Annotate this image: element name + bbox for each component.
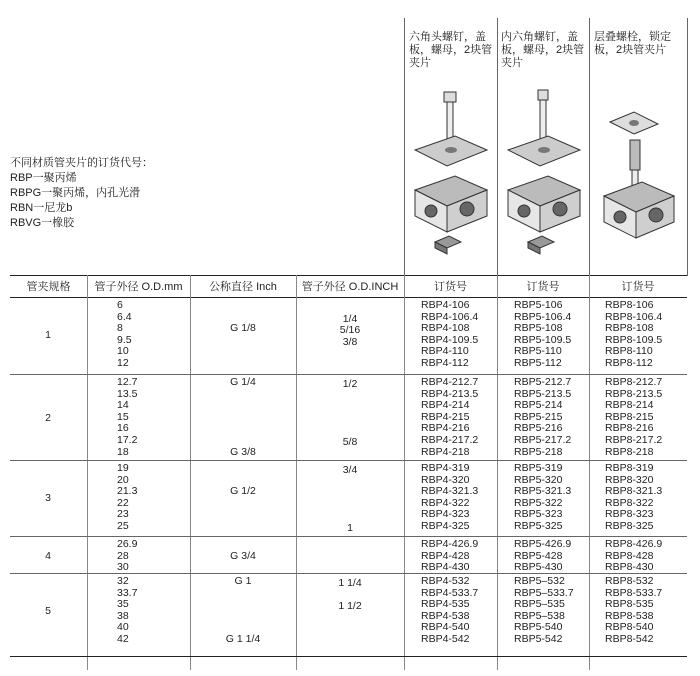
nominal-value: G 1 <box>234 575 252 587</box>
order-number: RBP5-428 <box>514 549 563 562</box>
od-inch-value: 1 <box>347 522 353 534</box>
order-number: RBP5-109.5 <box>514 333 572 346</box>
group-separator <box>10 374 687 375</box>
order-number: RBP8-213.5 <box>605 387 663 400</box>
order-number: RBP4-426.9 <box>421 538 479 550</box>
od-mm-value: 16 <box>117 422 129 435</box>
order-number: RBP8-538 <box>605 609 654 622</box>
size-number: 5 <box>45 604 51 617</box>
order-number: RBP4-110 <box>421 345 469 358</box>
order-number: RBP4-321.3 <box>421 485 479 498</box>
nominal-value: G 1/4 <box>230 376 256 388</box>
order-number: RBP5-323 <box>514 508 563 521</box>
order-number: RBP5-430 <box>514 561 563 574</box>
od-mm-value: 9.5 <box>117 333 132 346</box>
order-number: RBP8-323 <box>605 508 654 521</box>
od-inch-value: 3/8 <box>342 335 358 348</box>
order-number: RBP4-109.5 <box>421 333 479 346</box>
order-number: RBP8-109.5 <box>605 333 663 346</box>
order-number: RBP8-533.7 <box>605 586 663 599</box>
header-socket-screw: 内六角螺钉，盖板，螺母，2块管夹片 <box>501 31 585 69</box>
clamp-hex-bolt-illustration <box>405 80 497 260</box>
od-inch-value: 1/4 <box>342 312 358 325</box>
od-mm-value: 14 <box>117 399 129 412</box>
od-mm-value: 20 <box>117 473 129 486</box>
table-bottom-border <box>10 656 687 657</box>
od-mm-value: 38 <box>117 609 129 622</box>
od-mm-value: 28 <box>117 549 129 562</box>
order-number: RBP8-106 <box>605 299 654 311</box>
order-number: RBP8-108 <box>605 322 654 335</box>
od-inch-value: 5/16 <box>339 324 361 337</box>
od-inch-value: 5/8 <box>342 436 358 448</box>
order-number: RBP8-106.4 <box>605 310 663 323</box>
header-bottom-border <box>10 297 687 298</box>
col-order-a-header: 订货号 <box>434 281 467 293</box>
od-mm-value: 21.3 <box>117 485 138 498</box>
legend-item: RBVG一橡胶 <box>10 217 75 229</box>
size-number: 4 <box>45 550 51 563</box>
order-number: RBP8-112 <box>605 357 653 369</box>
order-number: RBP4-538 <box>421 609 470 622</box>
order-number: RBP4-540 <box>421 621 470 634</box>
od-mm-value: 8 <box>117 322 123 335</box>
legend-item: RBN一尼龙b <box>10 202 73 214</box>
order-number: RBP5-319 <box>514 462 563 474</box>
order-number: RBP5-322 <box>514 496 563 509</box>
order-number: RBP5-214 <box>514 399 563 412</box>
order-number: RBP4-542 <box>421 633 470 645</box>
order-number: RBP8-218 <box>605 445 654 458</box>
legend-title: 不同材质管夹片的订货代号： <box>10 157 153 169</box>
order-number: RBP8-212.7 <box>605 376 663 388</box>
order-number: RBP8-321.3 <box>605 485 663 498</box>
row-shade <box>10 537 687 573</box>
od-inch-value: 1 1/2 <box>338 600 362 613</box>
nominal-value: G 1 1/4 <box>225 633 261 645</box>
order-number: RBP4-535 <box>421 598 470 611</box>
order-number: RBP5-212.7 <box>514 376 572 388</box>
order-number: RBP4-214 <box>421 399 470 412</box>
order-number: RBP8-319 <box>605 462 654 474</box>
order-number: RBP4-325 <box>421 520 470 532</box>
order-number: RBP8-535 <box>605 598 654 611</box>
order-number: RBP8-320 <box>605 473 654 486</box>
order-number: RBP5-112 <box>514 357 562 369</box>
header-stacking-bolt: 层叠螺栓，锁定板，2块管夹片 <box>594 31 671 56</box>
order-number: RBP4-428 <box>421 549 470 562</box>
od-mm-value: 25 <box>117 520 129 532</box>
order-number: RBP5-542 <box>514 633 563 645</box>
order-number: RBP4-212.7 <box>421 376 479 388</box>
order-number: RBP8-216 <box>605 422 654 435</box>
order-number: RBP5-106 <box>514 299 563 311</box>
order-number: RBP4-323 <box>421 508 470 521</box>
order-number: RBP5-215 <box>514 410 563 423</box>
col-od-mm-header: 管子外径 O.D.mm <box>94 281 183 293</box>
nominal-value: G 3/4 <box>230 549 256 562</box>
order-number: RBP5-110 <box>514 345 562 358</box>
od-mm-value: 6 <box>117 299 123 311</box>
order-number: RBP5-108 <box>514 322 563 335</box>
od-mm-value: 35 <box>117 598 129 611</box>
order-number: RBP4-215 <box>421 410 470 423</box>
order-number: RBP4-217.2 <box>421 434 479 446</box>
clamp-stacking-bolt-illustration <box>590 100 687 260</box>
order-number: RBP5-106.4 <box>514 310 572 323</box>
od-mm-value: 30 <box>117 561 129 574</box>
order-number: RBP4-218 <box>421 445 470 458</box>
order-number: RBP4-106.4 <box>421 310 479 323</box>
order-number: RBP4-213.5 <box>421 387 479 400</box>
order-number: RBP8-542 <box>605 633 654 645</box>
col-order-c-header: 订货号 <box>621 281 655 293</box>
od-mm-value: 22 <box>117 496 129 509</box>
col-order-b-header: 订货号 <box>526 281 560 293</box>
order-number: RBP8-540 <box>605 621 654 634</box>
od-inch-value: 1 1/4 <box>338 577 362 589</box>
size-number: 1 <box>45 328 51 341</box>
clamp-socket-screw-illustration <box>498 80 589 260</box>
legend-item: RBPG一聚丙烯，内孔光滑 <box>10 187 141 199</box>
order-number: RBP5-426.9 <box>514 538 572 550</box>
nominal-value: G 1/2 <box>230 485 256 498</box>
legend-item: RBP一聚丙烯 <box>10 172 77 184</box>
od-mm-value: 42 <box>117 633 129 645</box>
order-number: RBP5–532 <box>514 575 565 587</box>
od-mm-value: 17.2 <box>117 434 138 446</box>
order-number: RBP5-321.3 <box>514 485 572 498</box>
material-legend <box>10 156 153 231</box>
order-number: RBP5-216 <box>514 422 563 435</box>
od-mm-value: 13.5 <box>117 387 138 400</box>
order-number: RBP8-428 <box>605 549 654 562</box>
order-number: RBP5-320 <box>514 473 563 486</box>
order-number: RBP8-430 <box>605 561 654 574</box>
order-number: RBP8-325 <box>605 520 654 532</box>
column-divider <box>87 275 88 670</box>
column-divider <box>589 275 590 670</box>
order-number: RBP5-218 <box>514 445 563 458</box>
group-separator <box>10 536 687 537</box>
order-number: RBP5-540 <box>514 621 563 634</box>
group-separator <box>10 460 687 461</box>
order-number: RBP4-108 <box>421 322 470 335</box>
order-number: RBP5–538 <box>514 609 565 622</box>
order-number: RBP5–535 <box>514 598 565 611</box>
order-number: RBP4-430 <box>421 561 470 574</box>
order-number: RBP8-215 <box>605 410 654 423</box>
order-number: RBP5-213.5 <box>514 387 572 400</box>
col-nominal-header: 公称直径 Inch <box>209 281 277 293</box>
order-number: RBP4-533.7 <box>421 586 479 599</box>
size-number: 3 <box>45 491 51 504</box>
order-number: RBP8-217.2 <box>605 434 663 446</box>
od-mm-value: 40 <box>117 621 129 634</box>
order-number: RBP8-322 <box>605 496 654 509</box>
od-mm-value: 12.7 <box>117 376 138 388</box>
od-inch-value: 3/4 <box>342 464 358 476</box>
order-number: RBP8-426.9 <box>605 538 663 550</box>
header-hex-bolt: 六角头螺钉，盖板，螺母，2块管夹片 <box>409 31 493 69</box>
table-top-border <box>10 275 687 276</box>
column-divider <box>497 275 498 670</box>
order-number: RBP8-532 <box>605 575 654 587</box>
order-number: RBP4-532 <box>421 575 470 587</box>
order-number: RBP4-319 <box>421 462 470 474</box>
order-number: RBP4-112 <box>421 357 469 369</box>
od-mm-value: 12 <box>117 357 129 369</box>
od-mm-value: 26.9 <box>117 538 138 550</box>
od-mm-value: 32 <box>117 575 129 587</box>
order-number: RBP4-216 <box>421 422 470 435</box>
od-mm-value: 15 <box>117 410 129 423</box>
od-mm-value: 19 <box>117 462 129 474</box>
column-divider <box>404 275 405 670</box>
nominal-value: G 3/8 <box>230 445 256 458</box>
order-number: RBP5-325 <box>514 520 563 532</box>
od-mm-value: 6.4 <box>117 310 132 323</box>
order-number: RBP8-214 <box>605 399 654 412</box>
od-inch-value: 1/2 <box>342 378 358 390</box>
order-number: RBP5–533.7 <box>514 586 574 599</box>
order-number: RBP4-320 <box>421 473 470 486</box>
group-separator <box>10 573 687 574</box>
order-number: RBP8-110 <box>605 345 653 358</box>
nominal-value: G 1/8 <box>230 322 256 335</box>
order-number: RBP5-217.2 <box>514 434 572 446</box>
od-mm-value: 10 <box>117 345 129 358</box>
order-number: RBP4-106 <box>421 299 470 311</box>
col-size-header: 管夹规格 <box>26 281 71 293</box>
od-mm-value: 18 <box>117 445 129 458</box>
od-mm-value: 23 <box>117 508 129 521</box>
od-mm-value: 33.7 <box>117 586 138 599</box>
col-od-inch-header: 管子外径 O.D.INCH <box>301 281 399 293</box>
size-number: 2 <box>45 411 51 424</box>
order-number: RBP4-322 <box>421 496 470 509</box>
